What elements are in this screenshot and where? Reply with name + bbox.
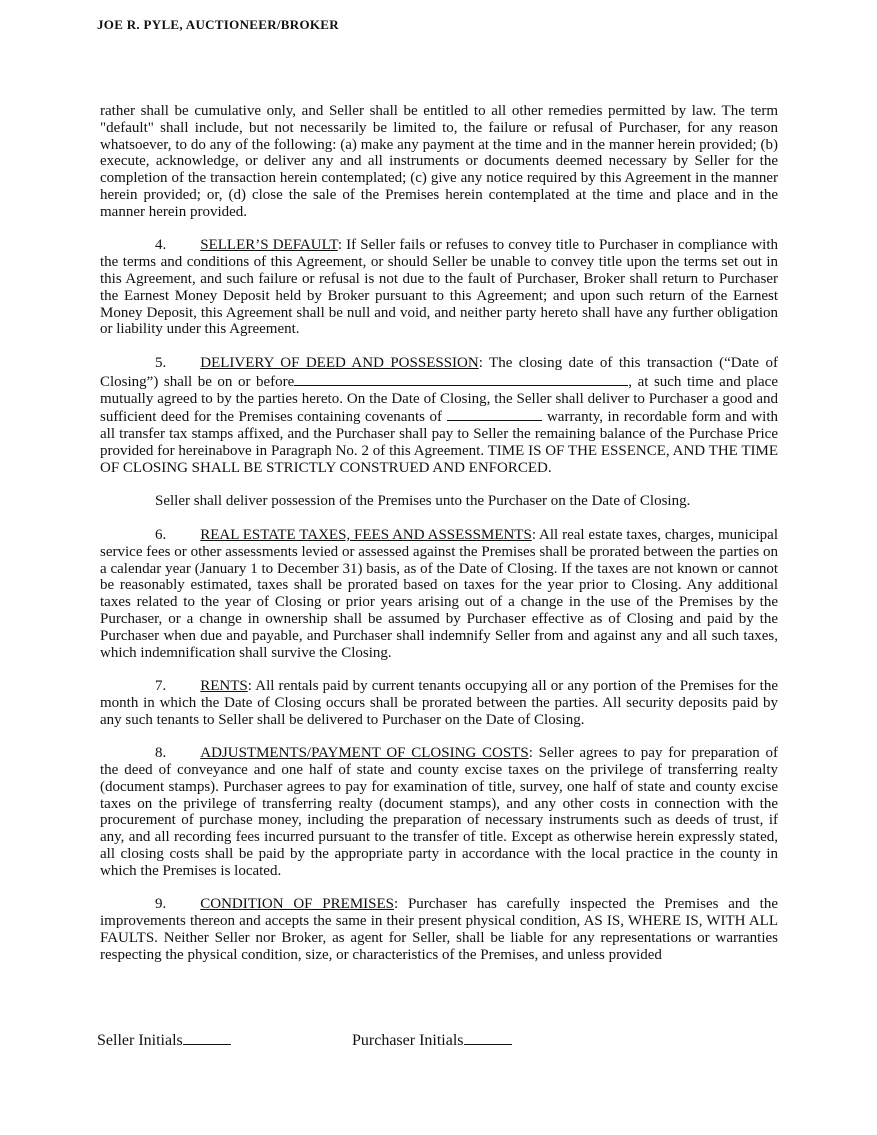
paragraph-9-condition-of-premises [100,896,778,963]
paragraph-heading: DELIVERY OF DEED AND POSSESSION [200,354,479,371]
purchaser-initials-label: Purchaser Initials [352,1032,464,1049]
paragraph-text: Seller shall deliver possession of the Premises unto the Purchaser on the Date of Closing. [155,493,691,510]
paragraph-text: : Purchaser has carefully inspected the Premises and the improvements thereon and accepts the same in their present physical condition, AS IS, WHERE IS, WITH ALL FAULTS. Neither Seller nor Broker, as agent for Seller, shall be liable for any representations or warranties respecting the physical condition, size, or characteristics of the Premises, and unless provided [100,896,778,963]
paragraph-text: warranty, in recordable form and with all transfer tax stamps affixed, and the Purchaser shall pay to Seller the remaining balance of the Purchase Price provided for hereinabove in Paragraph No. 2 of this Agreement. TIME IS OF THE ESSENCE, AND THE TIME OF CLOSING SHALL BE STRICTLY CONSTRUED AND ENFORCED. [100,409,778,476]
paragraph-number: 4. [155,237,167,254]
paragraph-heading: SELLER’S DEFAULT [200,237,338,254]
paragraph-number: 7. [155,678,167,695]
paragraph-number: 9. [155,896,167,913]
paragraph-text: , at such time and place mutually agreed to by the parties hereto. On the Date of Closing, the Seller shall deliver to Purchaser a good and sufficient deed for the Premises containing covenants of [100,373,778,426]
paragraph-text: : All real estate taxes, charges, municipal service fees or other assessments levied or assessed against the Premises shall be prorated between the parties on a calendar year (January 1 to December 31) basis, as of the Date of Closing. If the taxes are not known or cannot be reasonably estimated, taxes shall be prorated based on taxes for the year prior to Closing. Any additional taxes related to the year of Closing or prior years arising out of a change in the use of the Premises by the Purchaser, or a change in ownership shall be assumed by Purchaser effective as of Closing and paid by the Purchaser when due and payable, and Purchaser shall indemnify Seller from and against any and all such taxes, which indemnification shall survive the Closing. [100,526,778,661]
paragraph-heading: ADJUSTMENTS/PAYMENT OF CLOSING COSTS [200,745,529,762]
paragraph-number: 5. [155,354,167,371]
paragraph-number: 8. [155,745,167,762]
document-header-broker-name: JOE R. PYLE, AUCTIONEER/BROKER [97,17,339,32]
warranty-type-blank-line [447,407,542,421]
paragraph-number: 6. [155,526,167,543]
seller-initials-label: Seller Initials [97,1032,183,1049]
paragraph-5-delivery-of-deed [100,355,778,477]
paragraph-text: : Seller agrees to pay for preparation of the deed of conveyance and one half of state and county excise taxes on the privilege of transferring realty (document stamps). Purchaser agrees to pay for examination of title, survey, one half of state and county excise taxes on the privilege of transferring realty (document stamps), and any other costs in connection with the procurement of purchase money, including the preparation of necessary instruments such as deeds of trust, if any, and all recording fees incurred pursuant to the transfer of title. Except as otherwise herein expressly stated, all closing costs shall be paid by the appropriate party in accordance with the local practice in the county in which the Premises is located. [100,745,778,879]
paragraph-text: : The closing date of this transaction (“Date of Closing”) shall be on or before [100,354,778,390]
paragraph-4-sellers-default [100,237,778,338]
paragraph-8-adjustments-closing-costs [100,745,778,879]
document-body [100,103,778,980]
seller-initials-blank-line [183,1029,231,1045]
paragraph-heading: REAL ESTATE TAXES, FEES AND ASSESSMENTS [200,526,532,543]
paragraph-text: : All rentals paid by current tenants occupying all or any portion of the Premises for the month in which the Date of Closing occurs shall be prorated between the parties. All security deposits paid by any such tenants to Seller shall be delivered to Purchaser on the Date of Closing. [100,678,778,728]
paragraph-text: rather shall be cumulative only, and Seller shall be entitled to all other remedies permitted by law. The term "default" shall include, but not necessarily be limited to, the failure or refusal of Purchaser, for any reason whatsoever, to do any of the following: (a) make any payment at the time and in the manner herein provided; (b) execute, acknowledge, or deliver any and all instruments or documents deemed necessary by Seller for the completion of the transaction herein contemplated; (c) give any notice required by this Agreement in the manner herein provided; or, (d) close the sale of the Premises herein contemplated at the time and place and in the manner herein provided. [100,103,778,220]
purchaser-initials-field [352,1029,512,1051]
paragraph-7-rents [100,678,778,728]
paragraph-heading: CONDITION OF PREMISES [200,896,395,913]
paragraph-heading: RENTS [200,678,248,695]
seller-initials-field [97,1029,231,1051]
paragraph-possession [100,493,778,510]
purchaser-initials-blank-line [464,1029,512,1045]
closing-date-blank-line [294,372,628,386]
paragraph-text: : If Seller fails or refuses to convey title to Purchaser in compliance with the terms and conditions of this Agreement, or should Seller be unable to convey title upon the terms set out in this Agreement, and such failure or refusal is not due to the fault of Purchaser, Broker shall return to Purchaser the Earnest Money Deposit held by Broker pursuant to this Agreement; and upon such return of the Earnest Money Deposit, this Agreement shall be null and void, and neither party hereto shall have any further obligation or liability under this Agreement. [100,237,778,338]
paragraph-6-real-estate-taxes [100,527,778,661]
paragraph-default-continuation [100,103,778,221]
